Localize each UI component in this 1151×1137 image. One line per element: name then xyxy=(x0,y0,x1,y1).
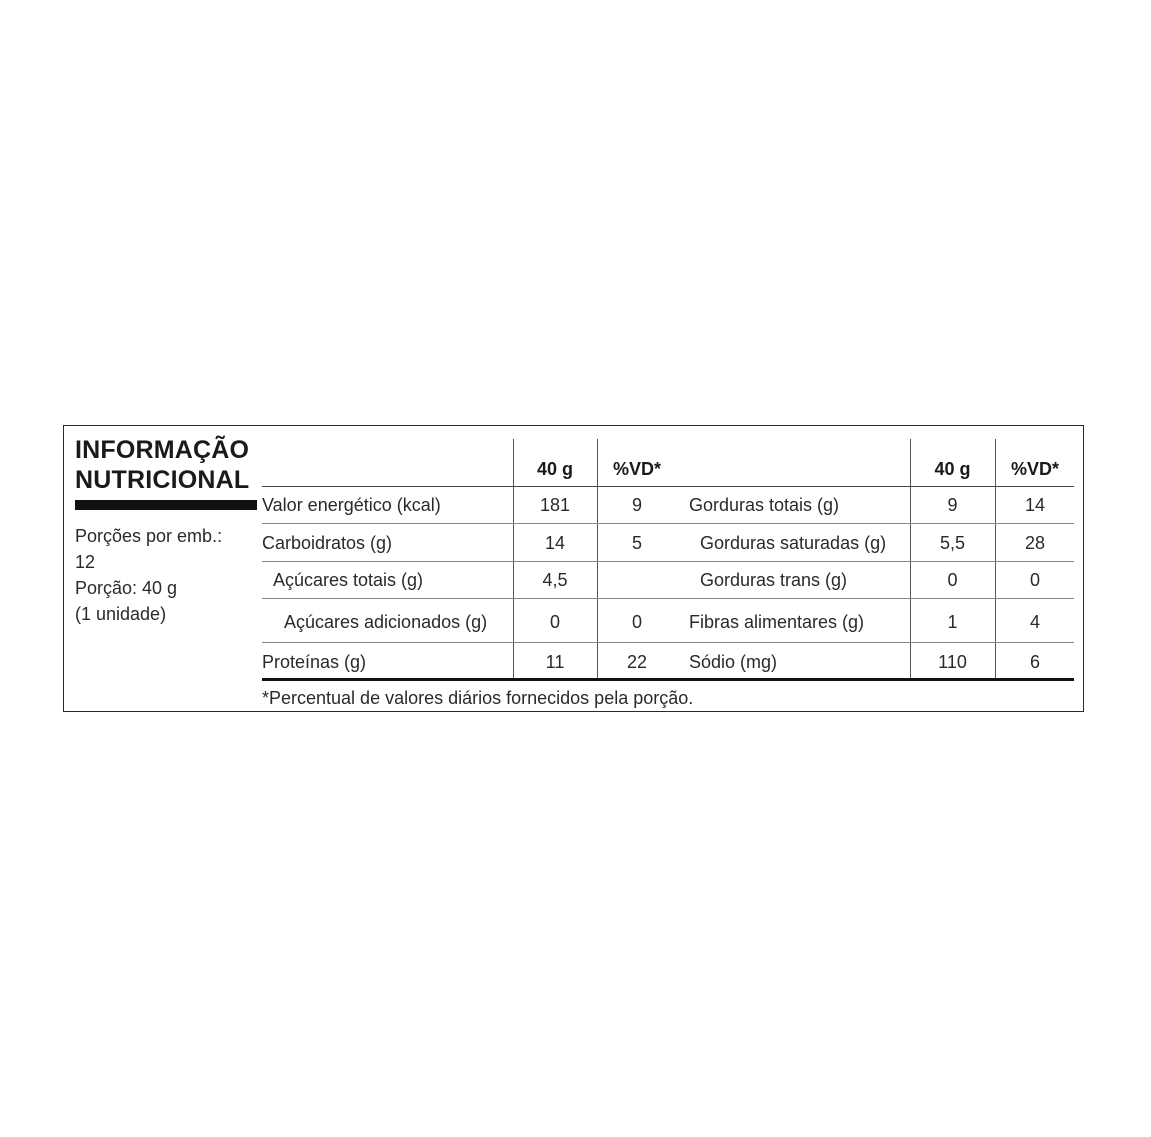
nutrient-name: Carboidratos (g) xyxy=(262,533,393,553)
nutrient-amount: 181 xyxy=(539,495,571,515)
nutrient-amount: 0 xyxy=(947,570,958,590)
nutrient-dv: 14 xyxy=(1024,495,1046,515)
nutrient-dv: 6 xyxy=(1029,652,1040,672)
nutrient-amount: 4,5 xyxy=(542,570,568,590)
nutrient-amount: 1 xyxy=(947,612,958,632)
nutrition-table xyxy=(64,426,1083,711)
nutrient-name: Açúcares adicionados (g) xyxy=(284,612,488,632)
row-rule xyxy=(262,642,1074,643)
header-dv-right: %VD* xyxy=(1010,459,1059,479)
header-amount-left: 40 g xyxy=(536,459,574,479)
nutrient-amount: 14 xyxy=(544,533,566,553)
nutrient-dv: 0 xyxy=(1029,570,1040,590)
header-amount-right: 40 g xyxy=(934,459,971,479)
nutrient-name: Valor energético (kcal) xyxy=(262,495,441,515)
nutrient-name: Açúcares totais (g) xyxy=(273,570,424,590)
nutrient-dv: 5 xyxy=(631,533,642,553)
nutrient-amount: 110 xyxy=(938,652,967,672)
nutrient-dv: 9 xyxy=(631,495,642,515)
header-dv-left: %VD* xyxy=(612,459,661,479)
footnote: *Percentual de valores diários fornecidos pela porção. xyxy=(262,688,694,708)
nutrient-dv: 0 xyxy=(631,612,642,632)
portions-value: 12 xyxy=(75,552,96,572)
nutrient-dv: 22 xyxy=(626,652,648,672)
row-rule xyxy=(262,561,1074,562)
nutrient-amount: 9 xyxy=(947,495,958,515)
nutrition-label xyxy=(63,425,1084,712)
nutrient-name: Gorduras trans (g) xyxy=(700,570,848,590)
row-rule xyxy=(262,598,1074,599)
nutrient-name: Fibras alimentares (g) xyxy=(689,612,865,632)
nutrient-dv: 4 xyxy=(1029,612,1040,632)
portion-unit: (1 unidade) xyxy=(75,604,167,624)
nutrient-amount: 11 xyxy=(545,652,565,672)
row-rule xyxy=(262,523,1074,524)
nutrient-name: Gorduras saturadas (g) xyxy=(700,533,887,553)
portions-label: Porções por emb.: xyxy=(75,526,223,546)
nutrient-dv: 28 xyxy=(1024,533,1046,553)
nutrient-name: Proteínas (g) xyxy=(262,652,367,672)
title-line-2: NUTRICIONAL xyxy=(75,466,250,494)
nutrient-name: Gorduras totais (g) xyxy=(689,495,840,515)
nutrient-amount: 5,5 xyxy=(939,533,966,553)
nutrient-amount: 0 xyxy=(549,612,560,632)
header-rule xyxy=(262,486,1074,487)
table-bottom-rule xyxy=(262,678,1074,681)
title-line-1: INFORMAÇÃO xyxy=(75,436,250,464)
nutrient-name: Sódio (mg) xyxy=(689,652,778,672)
portion-size: Porção: 40 g xyxy=(75,578,178,598)
